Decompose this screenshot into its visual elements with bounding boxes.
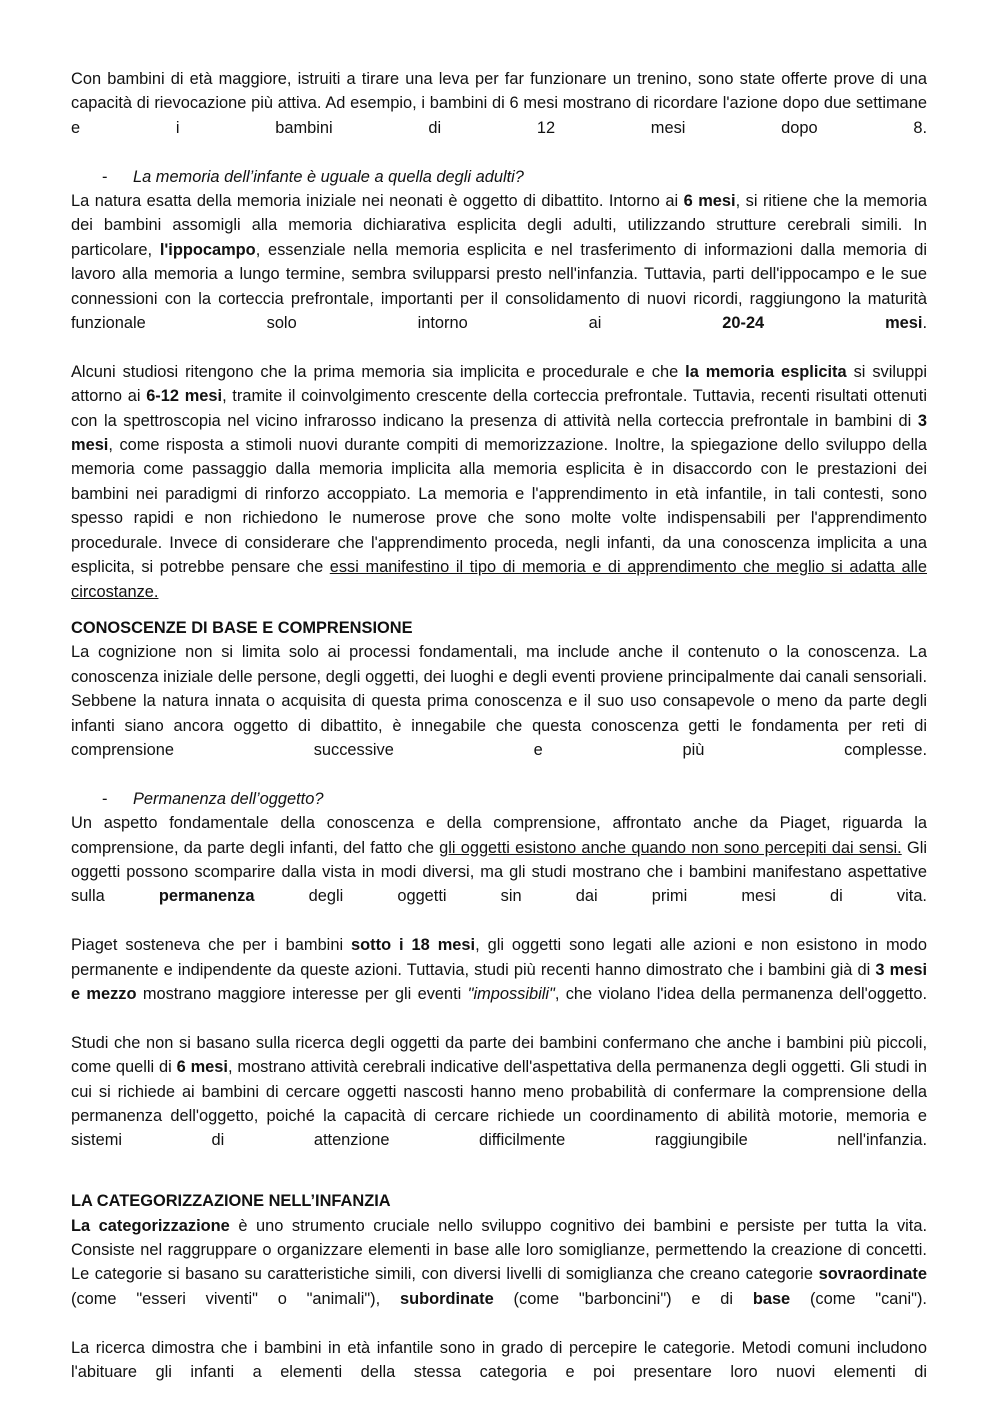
paragraph-infant-categories-research: La ricerca dimostra che i bambini in età infantile sono in grado di percepire le categorie. Metodi comuni includono l'abituare gli infanti a elementi della stessa categoria e poi presentare loro nuovi elementi di: [71, 1338, 927, 1382]
document-page: [71, 67, 927, 1409]
underlined-text: essi manifestino il tipo di memoria e di apprendimento che meglio si adatta alle circostanze.: [71, 558, 927, 601]
bold-term: l'ippocampo: [159, 240, 256, 259]
bullet-text: Permanenza dell’oggetto?: [133, 789, 324, 808]
paragraph-memory-nature: La natura esatta della memoria iniziale nei neonati è oggetto di dibattito. Intorno ai 6 mesi, si ritiene che la memoria dei bambini assomigli alla memoria dichiarativa esplicita degli adulti, utilizzando strutture cerebrali simili. In particolare, l'ippocampo, essenziale nella memoria esplicita e nel trasferimento di informazioni dalla memoria di lavoro alla memoria a lungo termine, sembra svilupparsi presto nell'infanzia. Tuttavia, parti dell'ippocampo e le sue connessioni con la corteccia prefrontale, importanti per il consolidamento di nuovi ricordi, raggiungono la maturità funzionale solo intorno ai 20-24 mesi.: [71, 192, 927, 333]
bold-term: sotto i 18 mesi: [351, 936, 476, 955]
bold-term: La categorizzazione: [71, 1216, 230, 1235]
bold-term: subordinate: [399, 1289, 494, 1308]
bullet-text: La memoria dell’infante è uguale a quella degli adulti?: [133, 167, 524, 186]
bold-term: 6-12 mesi: [146, 387, 223, 406]
bold-term: sovraordinate: [818, 1265, 927, 1284]
bold-term: 3 mesi: [71, 411, 927, 455]
section-heading: LA CATEGORIZZAZIONE NELL’INFANZIA: [71, 1192, 391, 1211]
paragraph-piaget-18-months: Piaget sosteneva che per i bambini sotto i 18 mesi, gli oggetti sono legati alle azioni e non esistono in modo permanente e indipendente da queste azioni. Tuttavia, studi più recenti hanno dimostrato che i bambini già di 3 mesi e mezzo mostrano maggiore interesse per gli eventi "impossibili", che violano l'idea della permanenza dell'oggetto.: [71, 936, 927, 1003]
bullet-dash: -: [102, 789, 108, 808]
bold-term: 6 mesi: [176, 1058, 228, 1077]
bullet-object-permanence-question: [71, 787, 927, 811]
paragraph-recall-older-infants: Con bambini di età maggiore, istruiti a tirare una leva per far funzionare un trenino, sono state offerte prove di una capacità di rievocazione più attiva. Ad esempio, i bambini di 6 mesi mostrano di ricordare l'azione dopo due settimane e i bambini di 12 mesi dopo 8.: [71, 70, 927, 137]
paragraph-brain-activity-studies: Studi che non si basano sulla ricerca degli oggetti da parte dei bambini confermano che anche i bambini più piccoli, come quelli di 6 mesi, mostrano attività cerebrali indicative dell'aspettativa della permanenza degli oggetti. Gli studi in cui si richiede ai bambini di cercare oggetti nascosti hanno meno probabilità di confermare la comprensione della permanenza dell'oggetto, poiché la capacità di cercare richiede un coordinamento di abilità motorie, memoria e sistemi di attenzione difficilmente raggiungibile nell'infanzia.: [71, 1033, 927, 1150]
bold-term: 3 mesi e mezzo: [71, 960, 927, 1003]
paragraph-piaget-understanding: Un aspetto fondamentale della conoscenza e della comprensione, affrontato anche da Piaget, riguarda la comprensione, da parte degli infanti, del fatto che gli oggetti esistono anche quando non sono percepiti dai sensi. Gli oggetti possono scomparire dalla vista in modi diversi, ma gli studi mostrano che i bambini manifestano aspettative sulla permanenza degli oggetti sin dai primi mesi di vita.: [71, 814, 927, 906]
bold-term: 6 mesi: [683, 192, 736, 211]
bullet-infant-memory-question: [71, 165, 927, 189]
italic-text: "impossibili": [467, 985, 555, 1003]
bold-term: permanenza: [158, 887, 255, 906]
bold-term: la memoria esplicita: [685, 362, 847, 381]
section-gap: [71, 604, 927, 616]
bold-term: 20-24 mesi: [722, 314, 923, 333]
underlined-text: gli oggetti esistono anche quando non sono percepiti dai sensi.: [439, 838, 902, 857]
bold-term: base: [752, 1289, 791, 1308]
bullet-dash: -: [102, 167, 108, 186]
section-gap: [71, 1177, 927, 1189]
paragraph-categorization: La categorizzazione è uno strumento cruciale nello sviluppo cognitivo dei bambini e persiste per tutta la vita. Consiste nel raggruppare o organizzare elementi in base alle loro somiglianze, permettendo la creazione di concetti. Le categorie si basano su caratteristiche simili, con diversi livelli di somiglianza che creano categorie sovraordinate (come "esseri viventi" o "animali"), subordinate (come "barboncini") e di base (come "cani").: [71, 1216, 928, 1308]
paragraph-implicit-explicit-memory: Alcuni studiosi ritengono che la prima memoria sia implicita e procedurale e che la memoria esplicita si sviluppi attorno ai 6-12 mesi, tramite il coinvolgimento crescente della corteccia prefrontale. Tuttavia, recenti risultati ottenuti con la spettroscopia nel vicino infrarosso indicano la presenza di attività nella corteccia prefrontale in bambini di 3 mesi, come risposta a stimoli nuovi durante compiti di memorizzazione. Inoltre, la spiegazione dello sviluppo della memoria come passaggio dalla memoria implicita alla memoria esplicita è in disaccordo con le prestazioni dei bambini nei paradigmi di rinforzo accoppiato. La memoria e l'apprendimento in età infantile, in tali contesti, sono spesso rapidi e non richiedono le numerose prove che sono molte volte indispensabili per l'apprendimento procedurale. Invece di considerare che l'apprendimento proceda, negli infanti, da una conoscenza implicita a una esplicita, si potrebbe pensare che essi manifestino il tipo di memoria e di apprendimento che meglio si adatta alle circostanze.: [71, 362, 928, 601]
section-heading: CONOSCENZE DI BASE E COMPRENSIONE: [71, 618, 413, 637]
paragraph-cognition-knowledge: La cognizione non si limita solo ai processi fondamentali, ma include anche il contenuto o la conoscenza. La conoscenza iniziale delle persone, degli oggetti, dei luoghi e degli eventi proviene principalmente dai canali sensoriali. Sebbene la natura innata o acquisita di questa prima conoscenza e il suo uso consapevole o meno da parte degli infanti siano ancora oggetto di dibattito, è innegabile che questa conoscenza getti le fondamenta per reti di comprensione successive e più complesse.: [71, 643, 927, 759]
